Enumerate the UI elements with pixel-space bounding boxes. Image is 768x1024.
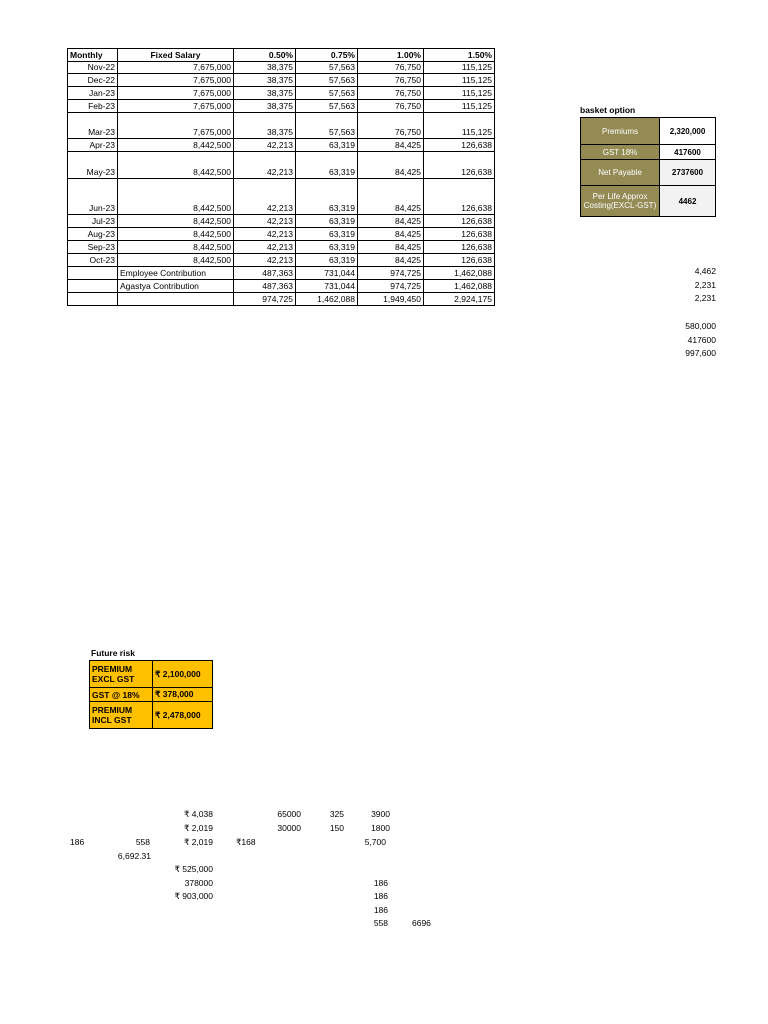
value-cell: 63,319 — [296, 254, 358, 267]
right-figure: 417600 — [687, 335, 716, 345]
future-risk-value: ₹ 378,000 — [153, 688, 213, 702]
rupee-value: ₹ 4,038 — [183, 809, 213, 819]
totals-row — [68, 293, 495, 306]
value-cell: 974,725 — [358, 280, 424, 293]
month-cell: Apr-23 — [68, 139, 118, 152]
value-cell: 126,638 — [424, 179, 495, 215]
value-cell: 76,750 — [358, 62, 424, 74]
value-cell: 76,750 — [358, 100, 424, 113]
right-figure: 4,462 — [694, 266, 716, 276]
value-cell: 63,319 — [296, 152, 358, 179]
basket-table — [580, 117, 716, 217]
month-cell: Jun-23 — [68, 179, 118, 215]
table-row — [68, 62, 495, 74]
value-cell: 8,442,500 — [118, 139, 234, 152]
calc-value: 325 — [329, 809, 344, 819]
table-row — [68, 179, 495, 215]
value-cell: 42,213 — [234, 254, 296, 267]
value-cell: 38,375 — [234, 113, 296, 139]
value-cell: 42,213 — [234, 215, 296, 228]
value-cell: 38,375 — [234, 74, 296, 87]
future-risk-row — [90, 661, 213, 688]
value-cell: 84,425 — [358, 152, 424, 179]
calc-value: 186 — [373, 878, 388, 888]
calc-value: 30000 — [277, 823, 301, 833]
value-cell: 974,725 — [358, 267, 424, 280]
value-cell: 38,375 — [234, 87, 296, 100]
table-row — [68, 228, 495, 241]
basket-row-premiums — [581, 118, 716, 145]
table-row — [68, 215, 495, 228]
value-cell: 115,125 — [424, 100, 495, 113]
column-header: 0.50% — [234, 49, 296, 62]
value-cell: 63,319 — [296, 179, 358, 215]
month-cell: Nov-22 — [68, 62, 118, 74]
month-cell: Aug-23 — [68, 228, 118, 241]
basket-row-gst — [581, 145, 716, 160]
calc-value: 150 — [329, 823, 344, 833]
table-row — [68, 152, 495, 179]
future-risk-label: GST @ 18% — [90, 688, 153, 702]
table-row — [68, 87, 495, 100]
column-header: 0.75% — [296, 49, 358, 62]
value-cell: 76,750 — [358, 87, 424, 100]
value-cell: 7,675,000 — [118, 87, 234, 100]
value-cell: 8,442,500 — [118, 152, 234, 179]
value-cell: 7,675,000 — [118, 100, 234, 113]
total-cell: 2,924,175 — [424, 293, 495, 306]
employee-contribution-row — [68, 267, 495, 280]
value-cell: 8,442,500 — [118, 228, 234, 241]
column-header: Fixed Salary — [118, 49, 234, 62]
value-cell: 84,425 — [358, 241, 424, 254]
month-cell: Mar-23 — [68, 113, 118, 139]
future-risk-label: PREMIUM EXCL GST — [90, 661, 153, 688]
basket-title: basket option — [580, 105, 636, 115]
right-figure: 997,600 — [685, 348, 716, 358]
table-row — [68, 100, 495, 113]
table-row — [68, 241, 495, 254]
value-cell: 76,750 — [358, 113, 424, 139]
value-cell: 1,462,088 — [424, 280, 495, 293]
value-cell: 126,638 — [424, 139, 495, 152]
future-risk-row — [90, 688, 213, 702]
empty-cell — [118, 293, 234, 306]
value-cell: 63,319 — [296, 139, 358, 152]
month-cell: Jan-23 — [68, 87, 118, 100]
month-cell: Sep-23 — [68, 241, 118, 254]
calc-value: 186 — [373, 905, 388, 915]
value-cell: 731,044 — [296, 280, 358, 293]
value-cell: 63,319 — [296, 215, 358, 228]
value-cell: 731,044 — [296, 267, 358, 280]
value-cell: 126,638 — [424, 241, 495, 254]
value-cell: 84,425 — [358, 179, 424, 215]
basket-value: 417600 — [660, 145, 716, 160]
month-cell: May-23 — [68, 152, 118, 179]
calc-value: ₹168 — [236, 837, 256, 847]
basket-label: Premiums — [581, 118, 660, 145]
table-row — [68, 74, 495, 87]
rupee-value: 378000 — [184, 878, 213, 888]
basket-row-per-life — [581, 186, 716, 217]
right-figure: 2,231 — [694, 293, 716, 303]
right-figure: 580,000 — [685, 321, 716, 331]
value-cell: 126,638 — [424, 152, 495, 179]
basket-row-net-payable — [581, 160, 716, 186]
value-cell: 38,375 — [234, 62, 296, 74]
value-cell: 126,638 — [424, 254, 495, 267]
future-risk-table — [89, 660, 213, 729]
value-cell: 7,675,000 — [118, 74, 234, 87]
value-cell: 115,125 — [424, 62, 495, 74]
contribution-label: Employee Contribution — [118, 267, 234, 280]
value-cell: 8,442,500 — [118, 179, 234, 215]
value-cell: 63,319 — [296, 241, 358, 254]
agastya-contribution-row — [68, 280, 495, 293]
value-cell: 84,425 — [358, 228, 424, 241]
value-cell: 126,638 — [424, 215, 495, 228]
table-row — [68, 139, 495, 152]
value-cell: 115,125 — [424, 113, 495, 139]
value-cell: 42,213 — [234, 139, 296, 152]
calc-value: 558 — [135, 837, 150, 847]
calc-value: 1800 — [371, 823, 390, 833]
value-cell: 57,563 — [296, 62, 358, 74]
month-cell: Feb-23 — [68, 100, 118, 113]
total-cell: 974,725 — [234, 293, 296, 306]
value-cell: 84,425 — [358, 139, 424, 152]
value-cell: 84,425 — [358, 215, 424, 228]
column-header: 1.00% — [358, 49, 424, 62]
value-cell: 84,425 — [358, 254, 424, 267]
calc-value: 65000 — [277, 809, 301, 819]
calc-value: 6,692.31 — [117, 851, 151, 861]
empty-cell — [68, 293, 118, 306]
value-cell: 57,563 — [296, 100, 358, 113]
salary-table — [67, 48, 495, 306]
value-cell: 76,750 — [358, 74, 424, 87]
future-risk-value: ₹ 2,478,000 — [153, 702, 213, 729]
empty-cell — [68, 267, 118, 280]
value-cell: 57,563 — [296, 87, 358, 100]
basket-value: 2737600 — [660, 160, 716, 186]
basket-label: Per Life Approx Costing(EXCL-GST) — [581, 186, 660, 217]
rupee-value: ₹ 2,019 — [183, 837, 213, 847]
rupee-value: ₹ 525,000 — [174, 864, 213, 874]
calc-value: 5,700 — [364, 837, 386, 847]
month-cell: Oct-23 — [68, 254, 118, 267]
calc-value: 6696 — [412, 918, 431, 928]
table-row — [68, 254, 495, 267]
basket-label: Net Payable — [581, 160, 660, 186]
rupee-value: ₹ 2,019 — [183, 823, 213, 833]
table-header-row — [68, 49, 495, 62]
total-cell: 1,949,450 — [358, 293, 424, 306]
calc-value: 558 — [373, 918, 388, 928]
month-cell: Jul-23 — [68, 215, 118, 228]
calc-value: 3900 — [371, 809, 390, 819]
future-risk-label: PREMIUM INCL GST — [90, 702, 153, 729]
value-cell: 42,213 — [234, 241, 296, 254]
future-risk-title: Future risk — [91, 648, 135, 658]
value-cell: 57,563 — [296, 113, 358, 139]
future-risk-value: ₹ 2,100,000 — [153, 661, 213, 688]
value-cell: 8,442,500 — [118, 215, 234, 228]
total-cell: 1,462,088 — [296, 293, 358, 306]
basket-value: 4462 — [660, 186, 716, 217]
value-cell: 8,442,500 — [118, 254, 234, 267]
value-cell: 63,319 — [296, 228, 358, 241]
contribution-label: Agastya Contribution — [118, 280, 234, 293]
month-cell: Dec-22 — [68, 74, 118, 87]
value-cell: 42,213 — [234, 228, 296, 241]
value-cell: 42,213 — [234, 152, 296, 179]
value-cell: 115,125 — [424, 87, 495, 100]
value-cell: 487,363 — [234, 267, 296, 280]
basket-label: GST 18% — [581, 145, 660, 160]
value-cell: 8,442,500 — [118, 241, 234, 254]
rupee-value: ₹ 903,000 — [174, 891, 213, 901]
value-cell: 115,125 — [424, 74, 495, 87]
column-header: 1.50% — [424, 49, 495, 62]
value-cell: 42,213 — [234, 179, 296, 215]
value-cell: 126,638 — [424, 228, 495, 241]
empty-cell — [68, 280, 118, 293]
value-cell: 7,675,000 — [118, 113, 234, 139]
table-row — [68, 113, 495, 139]
value-cell: 38,375 — [234, 100, 296, 113]
right-figure: 2,231 — [694, 280, 716, 290]
column-header: Monthly — [68, 49, 118, 62]
calc-value: 186 — [373, 891, 388, 901]
future-risk-row — [90, 702, 213, 729]
value-cell: 57,563 — [296, 74, 358, 87]
value-cell: 1,462,088 — [424, 267, 495, 280]
calc-value: 186 — [70, 837, 85, 847]
basket-value: 2,320,000 — [660, 118, 716, 145]
value-cell: 487,363 — [234, 280, 296, 293]
value-cell: 7,675,000 — [118, 62, 234, 74]
